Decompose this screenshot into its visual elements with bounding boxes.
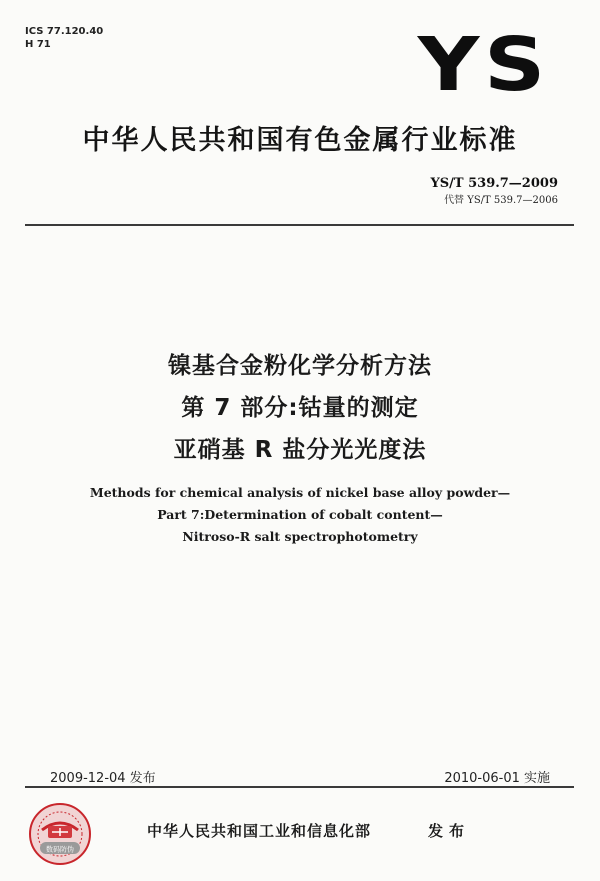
title-cn-line-2: 第 7 部分:钴量的测定 <box>181 395 419 421</box>
top-divider <box>25 224 574 226</box>
title-en-line-1: Methods for chemical analysis of nickel base alloy powder— <box>89 485 511 500</box>
title-en-line-2: Part 7:Determination of cobalt content— <box>157 507 443 522</box>
standard-title: 中华人民共和国有色金属行业标准 <box>82 125 518 156</box>
ys-logo: YS <box>417 22 550 108</box>
title-en-line-3: Nitroso-R salt spectrophotometry <box>182 529 418 544</box>
implementation-date: 2010-06-01 实施 <box>444 771 550 786</box>
standard-number: YS/T 539.7—2009 <box>430 176 558 191</box>
seal-label: 数码防伪 <box>46 845 74 854</box>
bottom-divider <box>25 786 574 788</box>
publish-word: 发布 <box>428 822 471 840</box>
title-cn-line-1: 镍基合金粉化学分析方法 <box>168 353 432 379</box>
replaces-note: 代替 YS/T 539.7—2006 <box>444 195 558 206</box>
h-code: H 71 <box>25 39 51 50</box>
publisher: 中华人民共和国工业和信息化部 <box>147 822 372 840</box>
ics-code: ICS 77.120.40 <box>25 26 104 37</box>
anti-counterfeit-seal-icon <box>28 802 92 866</box>
title-cn-line-3: 亚硝基 R 盐分光光度法 <box>173 437 427 463</box>
issue-date: 2009-12-04 发布 <box>50 771 156 786</box>
